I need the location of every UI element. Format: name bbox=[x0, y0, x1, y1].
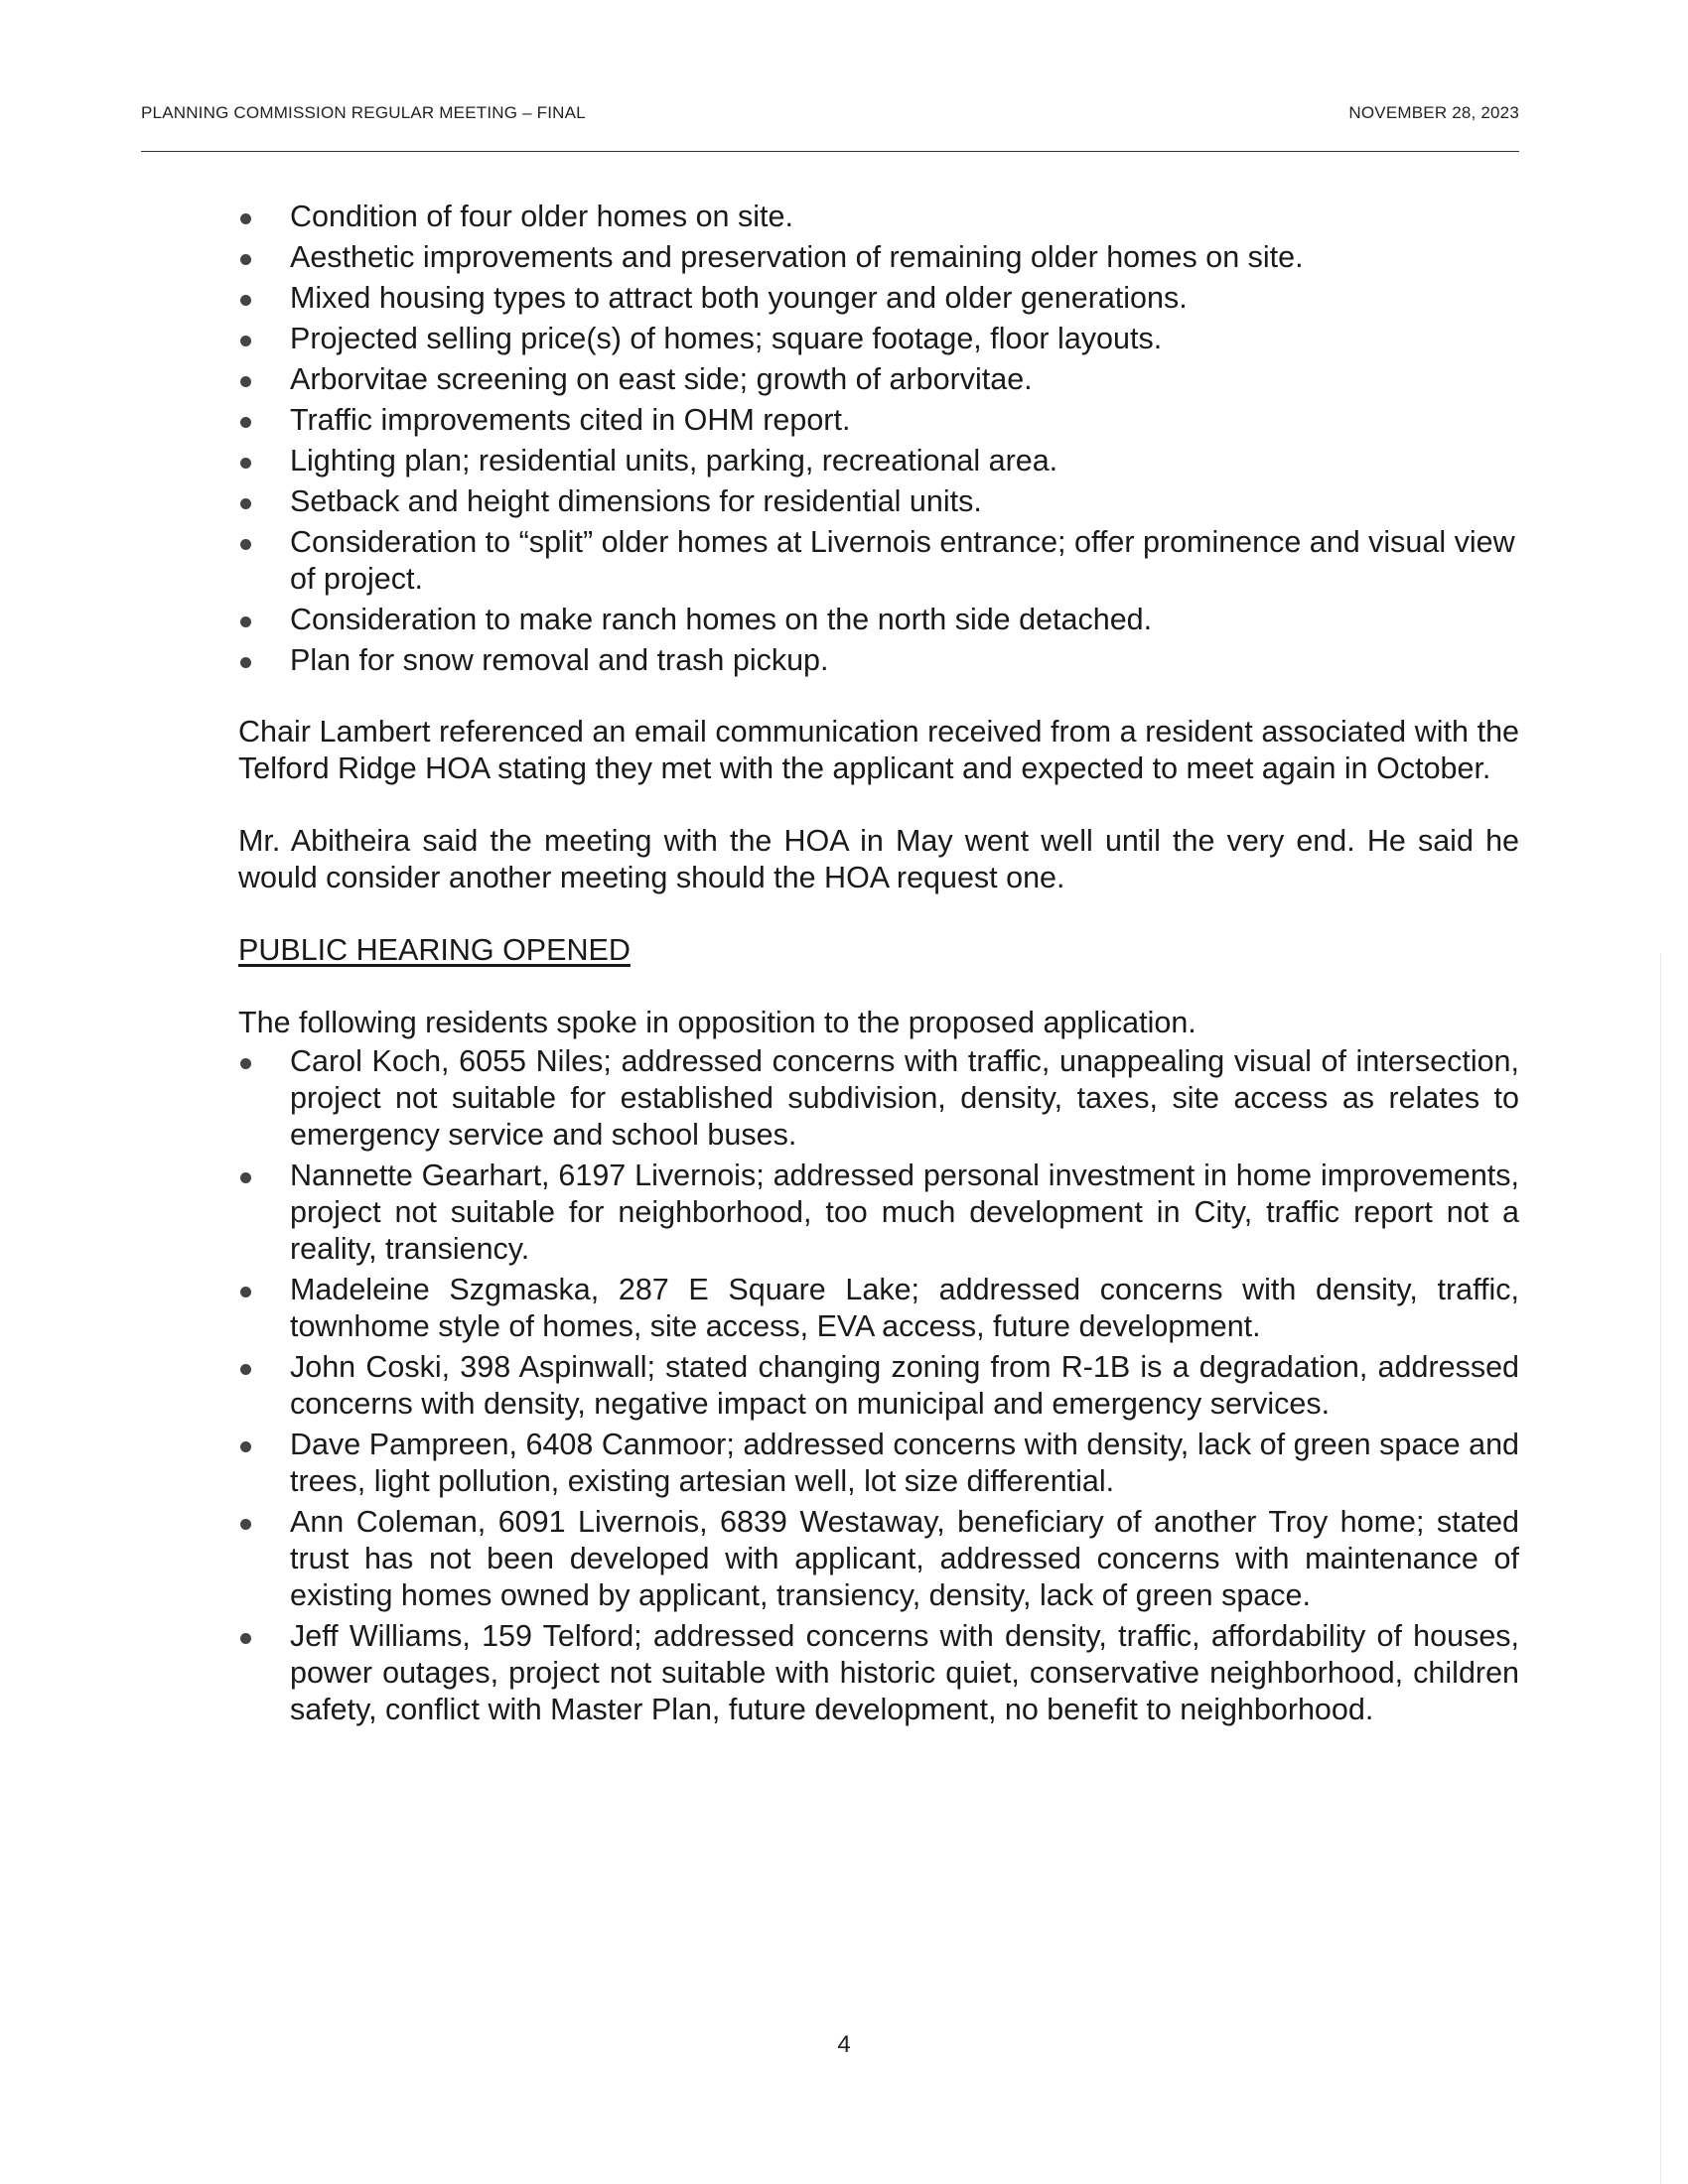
speaker-item: Madeleine Szgmaska, 287 E Square Lake; addressed concerns with density, traffic, townhome style of homes, site access, EVA access, future development. bbox=[238, 1272, 1519, 1345]
public-hearing-intro: The following residents spoke in opposition to the proposed application. bbox=[238, 1006, 1196, 1039]
list-item: Lighting plan; residential units, parking, recreational area. bbox=[238, 443, 1519, 479]
public-hearing-heading bbox=[238, 932, 1519, 969]
speaker-item: John Coski, 398 Aspinwall; stated changing zoning from R-1B is a degradation, addressed concerns with density, negative impact on municipal and emergency services. bbox=[238, 1349, 1519, 1423]
scan-edge-line bbox=[1660, 953, 1661, 2184]
list-item: Plan for snow removal and trash pickup. bbox=[238, 642, 1519, 679]
chair-lambert-paragraph: Chair Lambert referenced an email communication received from a resident associated with the Telford Ridge HOA stating they met with the applicant and expected to meet again in October. bbox=[238, 715, 1519, 785]
page-number: 4 bbox=[837, 2031, 851, 2058]
abitheira-paragraph: Mr. Abitheira said the meeting with the HOA in May went well until the very end. He said he would consider another meeting should the HOA request one. bbox=[238, 824, 1519, 894]
discussion-topics-list bbox=[238, 199, 1519, 679]
list-item: Mixed housing types to attract both younger and older generations. bbox=[238, 280, 1519, 317]
header-meeting-title: PLANNING COMMISSION REGULAR MEETING – FINAL bbox=[141, 103, 586, 122]
header-meeting-date: NOVEMBER 28, 2023 bbox=[1348, 103, 1519, 122]
speaker-item: Dave Pampreen, 6408 Canmoor; addressed concerns with density, lack of green space and trees, light pollution, existing artesian well, lot size differential. bbox=[238, 1427, 1519, 1500]
speaker-item: Carol Koch, 6055 Niles; addressed concerns with traffic, unappealing visual of intersection, project not suitable for established subdivision, density, taxes, site access as relates to emergency service and school buses. bbox=[238, 1043, 1519, 1154]
list-item: Consideration to make ranch homes on the north side detached. bbox=[238, 602, 1519, 638]
list-item: Aesthetic improvements and preservation of remaining older homes on site. bbox=[238, 239, 1519, 276]
speaker-item: Jeff Williams, 159 Telford; addressed concerns with density, traffic, affordability of houses, power outages, project not suitable with historic quiet, conservative neighborhood, children safety, conflict with Master Plan, future development, no benefit to neighborhood. bbox=[238, 1618, 1519, 1728]
speaker-item: Ann Coleman, 6091 Livernois, 6839 Westaway, beneficiary of another Troy home; stated trust has not been developed with applicant, addressed concerns with maintenance of existing homes owned by applicant, transiency, density, lack of green space. bbox=[238, 1504, 1519, 1614]
list-item: Projected selling price(s) of homes; square footage, floor layouts. bbox=[238, 321, 1519, 357]
page-body bbox=[238, 199, 1519, 1732]
header-divider bbox=[141, 151, 1519, 152]
speakers-list bbox=[238, 1043, 1519, 1728]
list-item: Setback and height dimensions for residential units. bbox=[238, 483, 1519, 520]
list-item: Traffic improvements cited in OHM report. bbox=[238, 402, 1519, 439]
page-header bbox=[141, 103, 1519, 129]
list-item: Arborvitae screening on east side; growth of arborvitae. bbox=[238, 361, 1519, 398]
speaker-item: Nannette Gearhart, 6197 Livernois; addressed personal investment in home improvements, project not suitable for neighborhood, too much development in City, traffic report not a reality, transiency. bbox=[238, 1158, 1519, 1268]
list-item: Condition of four older homes on site. bbox=[238, 199, 1519, 235]
section-heading: PUBLIC HEARING OPENED bbox=[238, 933, 631, 967]
list-item: Consideration to “split” older homes at Livernois entrance; offer prominence and visual view of project. bbox=[238, 524, 1519, 598]
